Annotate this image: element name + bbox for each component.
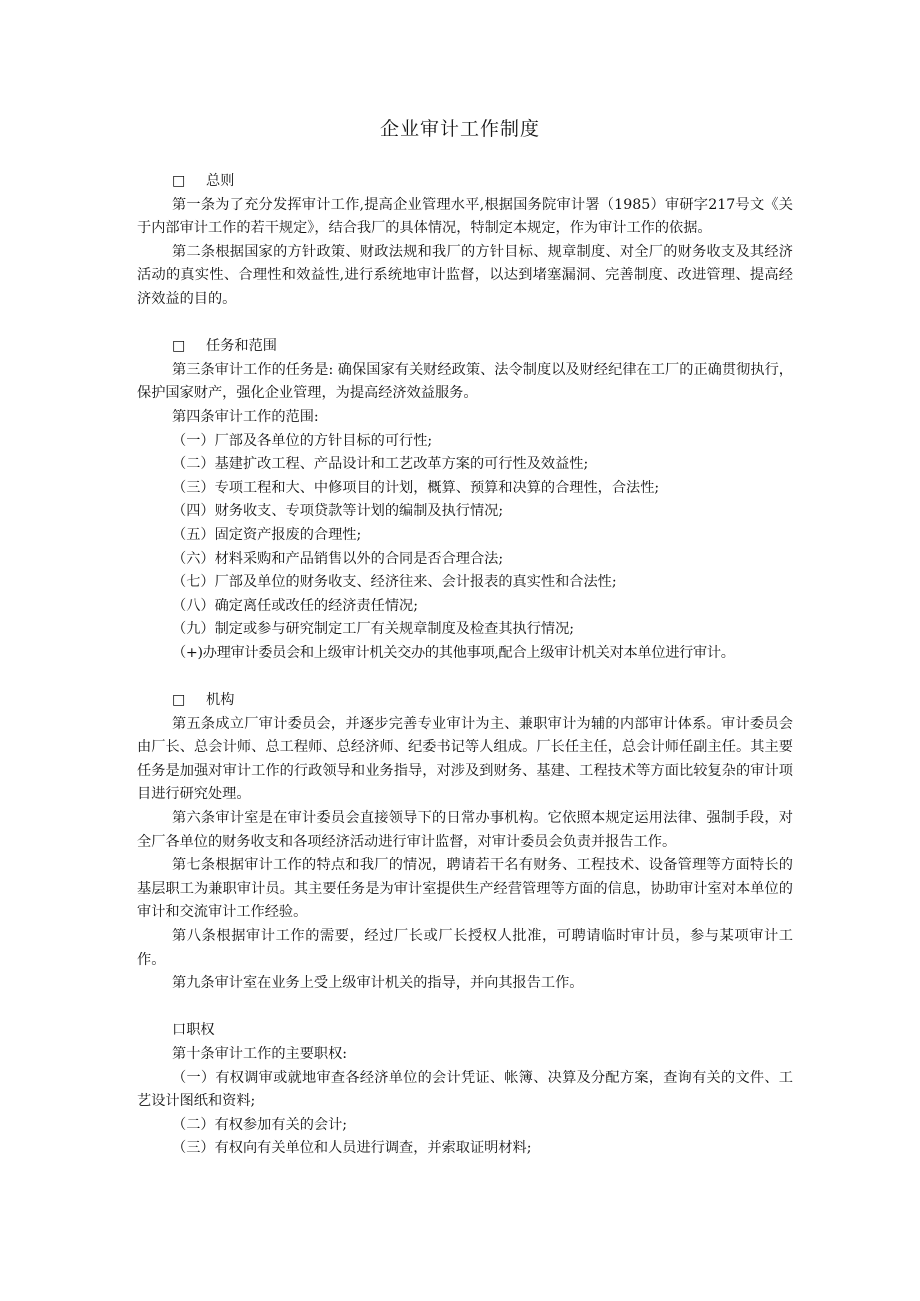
article-2: 第二条根据国家的方针政策、财政法规和我厂的方针目标、规章制度、对全厂的财务收支及其经济活动的真实性、合理性和效益性,进行系统地审计监督，以达到堵塞漏洞、完善制度、改进管理、提高经济效益的目的。 — [137, 243, 793, 307]
article-7: 第七条根据审计工作的特点和我厂的情况，聘请若干名有财务、工程技术、设备管理等方面特长的基层职工为兼职审计员。其主要任务是为审计室提供生产经营管理等方面的信息，协助审计室对本单位的审计和交流审计工作经验。 — [137, 857, 793, 921]
section-title: 任务和范围 — [206, 338, 277, 355]
section-title: 总则 — [206, 173, 235, 189]
scope-item: （二）基建扩改工程、产品设计和工艺改革方案的可行性及效益性; — [172, 456, 589, 473]
checkbox-icon: □ — [172, 338, 186, 355]
checkbox-icon: □ — [172, 173, 186, 189]
section-gap — [137, 312, 793, 336]
scope-item: （三）专项工程和大、中修项目的计划，概算、预算和决算的合理性，合法性; — [172, 479, 660, 496]
authority-item: （一）有权调审或就地审查各经济单位的会计凭证、帐簿、决算及分配方案，查询有关的文件、工艺设计图纸和资料; — [137, 1069, 793, 1110]
authority-item: （三）有权向有关单位和人员进行调查，并索取证明材料; — [172, 1140, 532, 1157]
article-9: 第九条审计室在业务上受上级审计机关的指导，并向其报告工作。 — [172, 975, 584, 992]
section-title: 口职权 — [172, 1022, 215, 1039]
scope-item: （五）固定资产报废的合理性; — [172, 526, 362, 543]
scope-item: （六）材料采购和产品销售以外的合同是否合理合法; — [172, 550, 504, 567]
section-heading-tasks — [137, 335, 793, 359]
document-title: 企业审计工作制度 — [379, 118, 540, 140]
section-heading-authority — [137, 1019, 793, 1043]
scope-item: （四）财务收支、专项贷款等计划的编制及执行情况; — [172, 503, 504, 520]
checkbox-icon: □ — [172, 692, 186, 709]
article-10: 第十条审计工作的主要职权: — [172, 1045, 348, 1062]
section-heading-general — [137, 170, 793, 194]
authority-item: （二）有权参加有关的会计; — [172, 1116, 348, 1133]
article-1: 第一条为了充分发挥审计工作,提高企业管理水平,根据国务院审计署（1985）审研字217号文《关于内部审计工作的若干规定》，结合我厂的具体情况，特制定本规定，作为审计工作的依据。 — [137, 196, 793, 237]
scope-item: （七）厂部及单位的财务收支、经济往来、会计报表的真实性和合法性; — [172, 574, 617, 591]
section-gap — [137, 996, 793, 1020]
scope-item: （+)办理审计委员会和上级审计机关交办的其他事项,配合上级审计机关对本单位进行审计。 — [172, 644, 735, 661]
article-5: 第五条成立厂审计委员会，并逐步完善专业审计为主、兼职审计为辅的内部审计体系。审计委员会由厂长、总会计师、总工程师、总经济师、纪委书记等人组成。厂长任主任，总会计师任副主任。其主要任务是加强对审计工作的行政领导和业务指导，对涉及到财务、基建、工程技术等方面比较复杂的审计项目进行研究处理。 — [137, 715, 793, 803]
scope-item: （一）厂部及各单位的方针目标的可行性; — [172, 432, 433, 449]
scope-item: （八）确定离任或改任的经济责任情况; — [172, 597, 418, 614]
section-heading-organization — [137, 689, 793, 713]
section-gap — [137, 665, 793, 689]
scope-item: （九）制定或参与研究制定工厂有关规章制度及检查其执行情况; — [172, 621, 575, 638]
article-8: 第八条根据审计工作的需要，经过厂长或厂长授权人批准，可聘请临时审计员，参与某项审计工作。 — [137, 928, 793, 968]
article-6: 第六条审计室是在审计委员会直接领导下的日常办事机构。它依照本规定运用法律、强制手段，对全厂各单位的财务收支和各项经济活动进行审计监督，对审计委员会负责并报告工作。 — [137, 810, 793, 850]
article-4: 第四条审计工作的范围: — [172, 408, 319, 425]
section-title: 机构 — [206, 692, 235, 709]
document-body — [137, 170, 793, 1161]
article-3: 第三条审计工作的任务是: 确保国家有关财经政策、法令制度以及财经纪律在工厂的正确贯彻执行，保护国家财产，强化企业管理，为提高经济效益服务。 — [137, 361, 793, 402]
